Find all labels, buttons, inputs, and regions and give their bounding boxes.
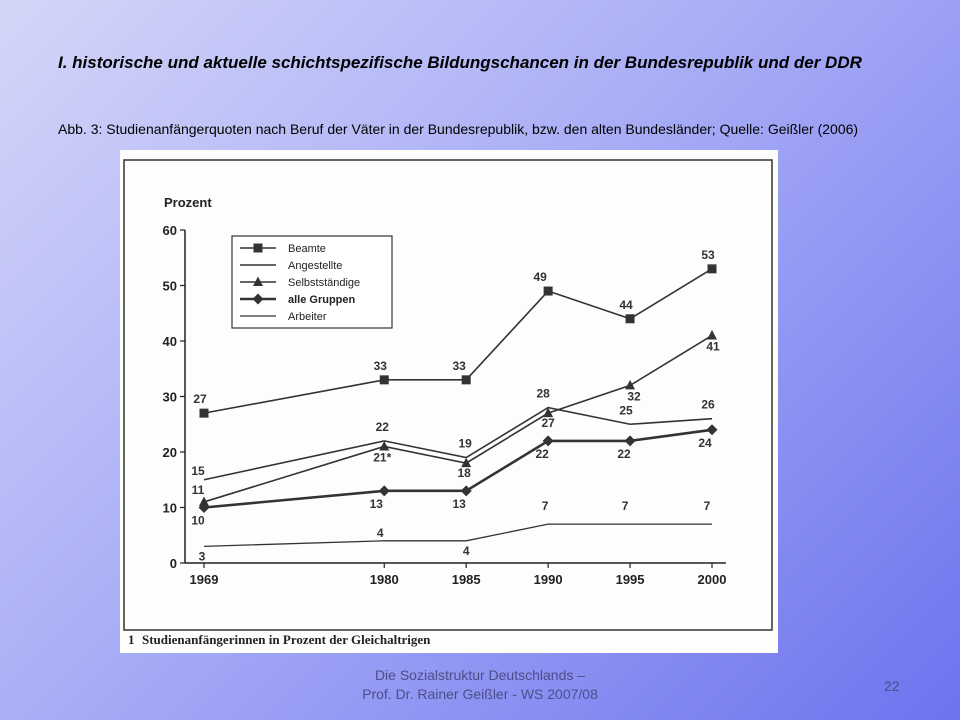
data-point (544, 287, 553, 296)
data-label: 25 (619, 403, 633, 418)
legend-label: Angestellte (288, 260, 343, 272)
data-label: 22 (617, 446, 631, 461)
y-tick-label: 40 (162, 334, 177, 349)
y-tick-label: 50 (162, 278, 177, 294)
data-label: 4 (462, 543, 470, 558)
data-label: 22 (535, 446, 549, 461)
data-point (199, 502, 210, 513)
data-label: 7 (703, 499, 711, 514)
x-tick-label: 2000 (697, 572, 727, 587)
line-chart (120, 150, 778, 653)
data-label: 24 (698, 435, 712, 450)
y-tick-label: 30 (162, 389, 177, 405)
data-point (380, 375, 389, 384)
data-label: 11 (191, 482, 205, 497)
legend-label: alle Gruppen (288, 294, 356, 306)
data-label: 10 (191, 513, 205, 528)
legend-label: Beamte (288, 243, 326, 255)
data-label: 26 (701, 397, 715, 412)
data-label: 49 (533, 270, 547, 285)
data-point (625, 380, 635, 390)
legend-label: Arbeiter (288, 311, 327, 323)
x-tick-label: 1990 (533, 572, 563, 587)
x-tick-label: 1969 (189, 572, 219, 587)
footer (310, 666, 650, 704)
data-label: 21* (373, 450, 392, 465)
figure-bottom-caption: Studienanfängerinnen in Prozent der Gleichaltrigen (142, 632, 431, 647)
data-label: 7 (621, 499, 629, 514)
data-label: 18 (457, 466, 471, 481)
chart-figure (120, 150, 778, 653)
x-tick-label: 1995 (615, 572, 645, 587)
data-label: 13 (452, 496, 466, 511)
data-label: 19 (458, 436, 472, 451)
data-label: 27 (193, 392, 207, 407)
data-label: 41 (706, 339, 720, 354)
legend-marker (254, 244, 263, 253)
figure-border (124, 160, 772, 630)
data-point (625, 435, 636, 446)
data-point (462, 375, 471, 384)
figure-caption-number: 1 (128, 632, 135, 647)
footer-line-1: Die Sozialstruktur Deutschlands – (374, 667, 586, 683)
y-tick-label: 10 (162, 500, 177, 516)
data-label: 44 (619, 297, 633, 312)
y-axis-label: Prozent (164, 195, 212, 210)
x-tick-label: 1980 (369, 572, 399, 587)
data-label: 3 (198, 549, 206, 564)
y-tick-label: 0 (169, 556, 177, 571)
data-point (200, 409, 209, 418)
data-point (707, 424, 718, 435)
x-tick-label: 1985 (451, 572, 481, 587)
y-tick-label: 20 (162, 445, 177, 460)
data-point (708, 264, 717, 273)
series-line (204, 524, 712, 546)
data-label: 27 (541, 416, 555, 431)
data-point (707, 330, 717, 340)
page-number: 22 (884, 678, 900, 694)
data-point (626, 314, 635, 323)
slide-title: I. historische und aktuelle schichtspezifische Bildungschancen in der Bundesrepublik und der DDR (58, 53, 862, 72)
figure-caption: Abb. 3: Studienanfängerquoten nach Beruf der Väter in der Bundesrepublik, bzw. den alten Bundesländer; Quelle: Geißler (2006) (58, 121, 859, 137)
data-label: 15 (191, 463, 205, 478)
data-label: 33 (373, 358, 387, 373)
data-label: 53 (701, 247, 715, 262)
data-label: 28 (536, 386, 550, 401)
data-label: 32 (627, 389, 641, 404)
data-label: 33 (452, 358, 466, 373)
data-label: 4 (376, 525, 384, 540)
data-label: 7 (541, 499, 549, 514)
legend-label: Selbstständige (288, 277, 361, 289)
footer-line-2: Prof. Dr. Rainer Geißler - WS 2007/08 (362, 686, 598, 702)
data-label: 22 (375, 419, 389, 434)
data-point (379, 485, 390, 496)
y-tick-label: 60 (162, 223, 177, 238)
data-label: 13 (369, 496, 383, 511)
